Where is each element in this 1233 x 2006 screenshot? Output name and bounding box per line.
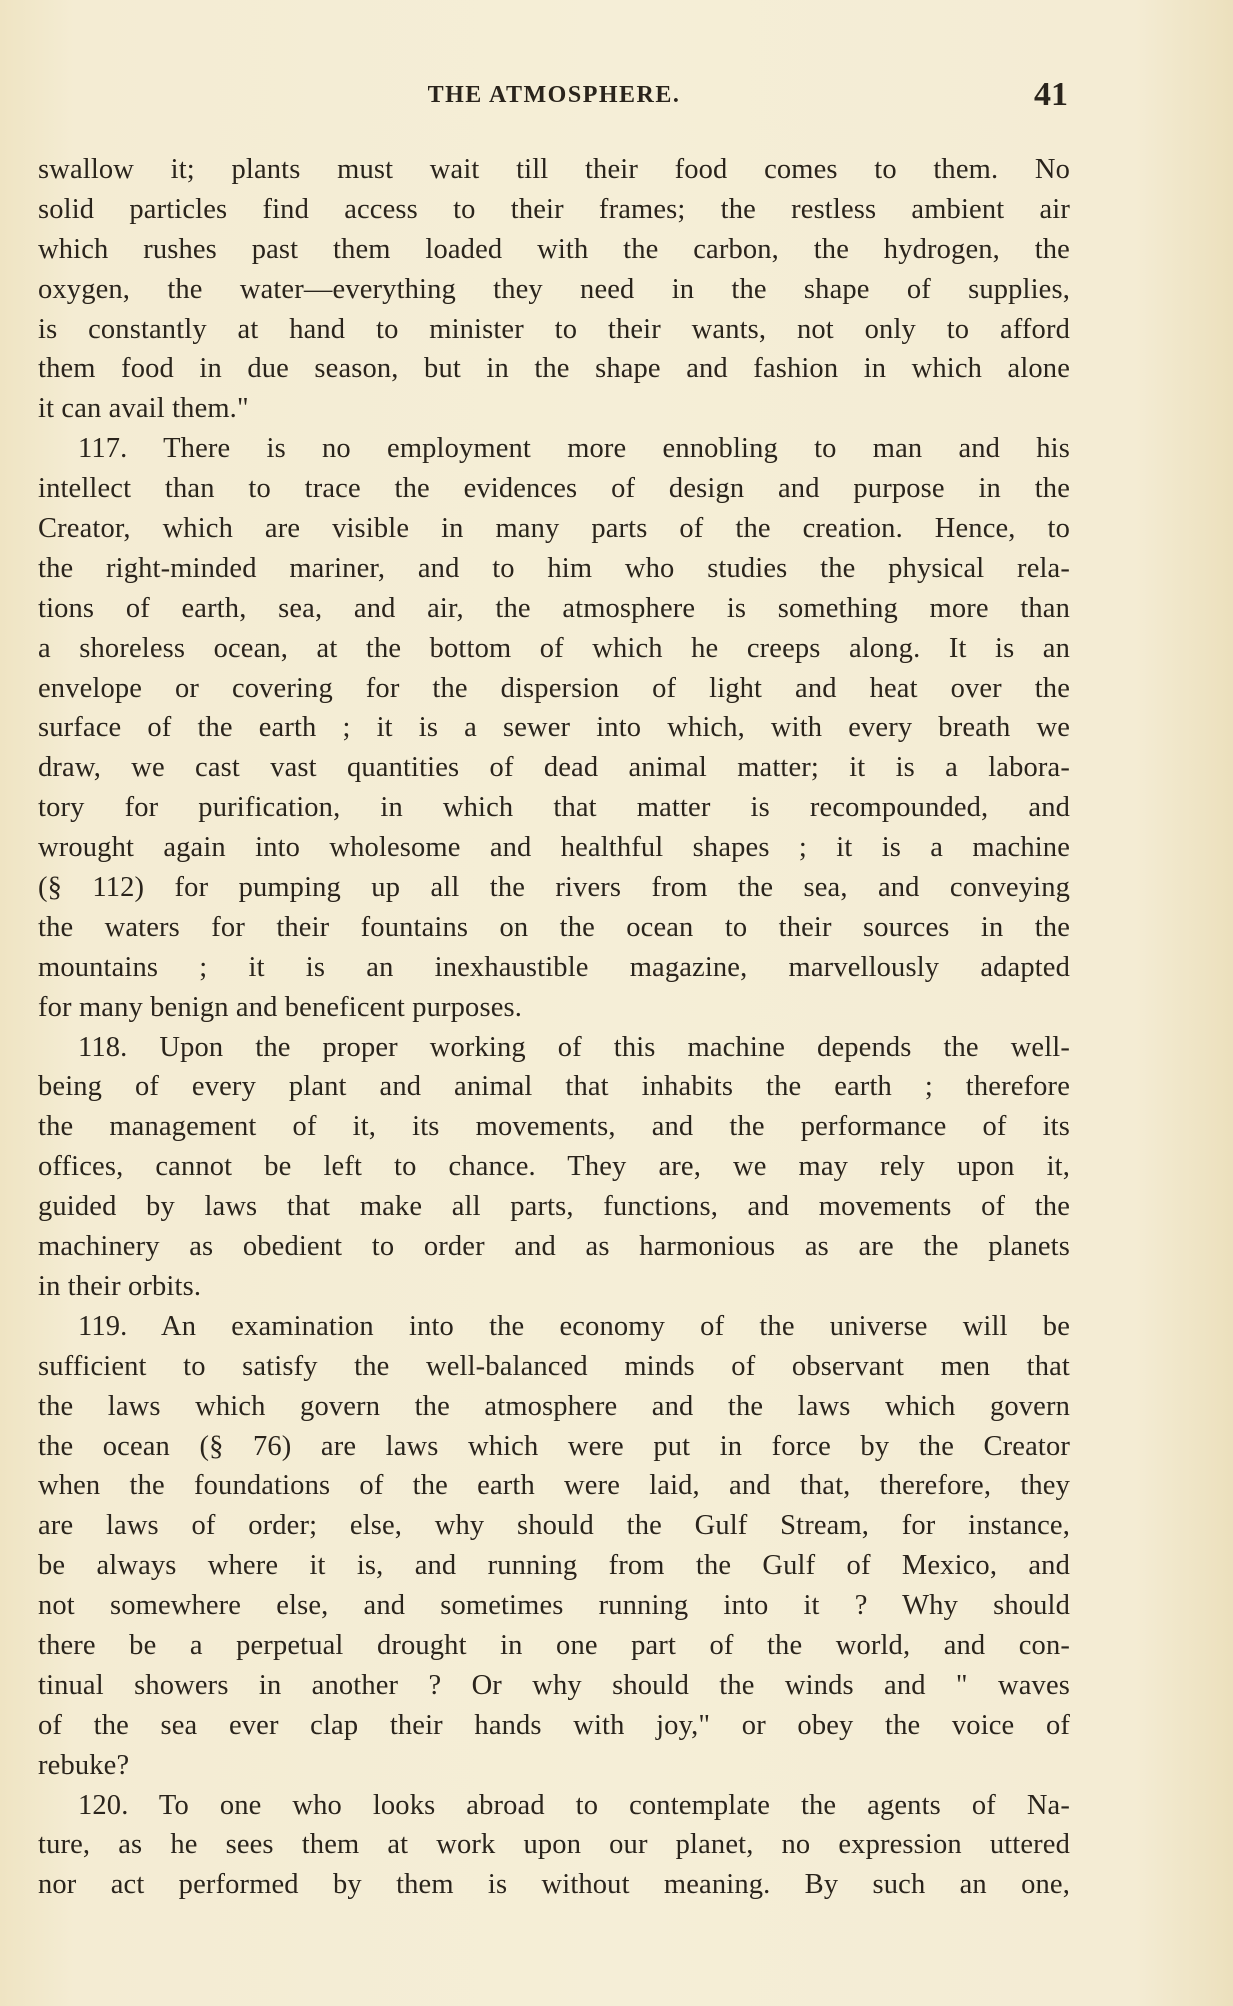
running-title: THE ATMOSPHERE. (427, 82, 681, 108)
text-line: of the sea ever clap their hands with joy," or obey the voice of (38, 1709, 1070, 1741)
text-line: in their orbits. (38, 1270, 202, 1302)
text-line: mountains ; it is an inexhaustible magazine, marvellously adapted (38, 951, 1070, 983)
text-line: solid particles find access to their frames; the restless ambient air (38, 193, 1070, 225)
text-line: are laws of order; else, why should the Gulf Stream, for instance, (38, 1510, 1070, 1542)
text-line: the ocean (§ 76) are laws which were put in force by the Creator (38, 1430, 1070, 1462)
text-line: surface of the earth ; it is a sewer into which, with every breath we (38, 712, 1070, 744)
text-line: the laws which govern the atmosphere and the laws which govern (38, 1390, 1070, 1422)
text-line: the waters for their fountains on the ocean to their sources in the (38, 911, 1070, 943)
text-line: them food in due season, but in the shape and fashion in which alone (38, 353, 1070, 385)
text-line: tinual showers in another ? Or why should the winds and " waves (38, 1669, 1070, 1701)
text-line: Creator, which are visible in many parts of the creation. Hence, to (38, 513, 1070, 545)
text-line: which rushes past them loaded with the carbon, the hydrogen, the (38, 233, 1070, 265)
text-line: the management of it, its movements, and the performance of its (38, 1111, 1070, 1143)
text-line: tory for purification, in which that matter is recompounded, and (38, 792, 1070, 824)
text-line: is constantly at hand to minister to their wants, not only to afford (38, 313, 1070, 345)
text-line: offices, cannot be left to chance. They are, we may rely upon it, (38, 1151, 1070, 1183)
text-line: being of every plant and animal that inhabits the earth ; therefore (38, 1071, 1070, 1103)
page-number: 41 (1034, 76, 1068, 113)
text-line: it can avail them." (38, 393, 249, 425)
text-line: when the foundations of the earth were laid, and that, therefore, they (38, 1470, 1070, 1502)
text-line: ture, as he sees them at work upon our planet, no expression uttered (38, 1829, 1070, 1861)
text-line: 120. To one who looks abroad to contemplate the agents of Na- (78, 1789, 1070, 1821)
text-line: 119. An examination into the economy of the universe will be (78, 1310, 1070, 1342)
text-line: intellect than to trace the evidences of design and purpose in the (38, 473, 1070, 505)
text-line: wrought again into wholesome and healthful shapes ; it is a machine (38, 832, 1070, 864)
text-line: draw, we cast vast quantities of dead animal matter; it is a labora- (38, 752, 1070, 784)
text-line: envelope or covering for the dispersion of light and heat over the (38, 672, 1070, 704)
text-line: oxygen, the water—everything they need in the shape of supplies, (38, 273, 1070, 305)
text-line: be always where it is, and running from the Gulf of Mexico, and (38, 1550, 1070, 1582)
text-line: guided by laws that make all parts, functions, and movements of the (38, 1191, 1070, 1223)
text-line: there be a perpetual drought in one part of the world, and con- (38, 1629, 1070, 1661)
text-line: machinery as obedient to order and as harmonious as are the planets (38, 1231, 1070, 1263)
text-line: a shoreless ocean, at the bottom of which he creeps along. It is an (38, 632, 1070, 664)
text-line: the right-minded mariner, and to him who studies the physical rela- (38, 552, 1070, 584)
running-head (38, 76, 1070, 120)
text-line: 118. Upon the proper working of this machine depends the well- (78, 1031, 1070, 1063)
text-line: for many benign and beneficent purposes. (38, 991, 523, 1023)
text-line: rebuke? (38, 1749, 130, 1781)
text-line: tions of earth, sea, and air, the atmosphere is something more than (38, 592, 1070, 624)
text-line: swallow it; plants must wait till their food comes to them. No (38, 154, 1070, 185)
body-text (38, 150, 1070, 1905)
text-line: 117. There is no employment more ennobling to man and his (78, 433, 1070, 465)
text-line: nor act performed by them is without meaning. By such an one, (38, 1869, 1070, 1901)
text-line: not somewhere else, and sometimes running into it ? Why should (38, 1590, 1070, 1622)
text-line: sufficient to satisfy the well-balanced minds of observant men that (38, 1350, 1070, 1382)
text-line: (§ 112) for pumping up all the rivers from the sea, and conveying (38, 872, 1070, 904)
